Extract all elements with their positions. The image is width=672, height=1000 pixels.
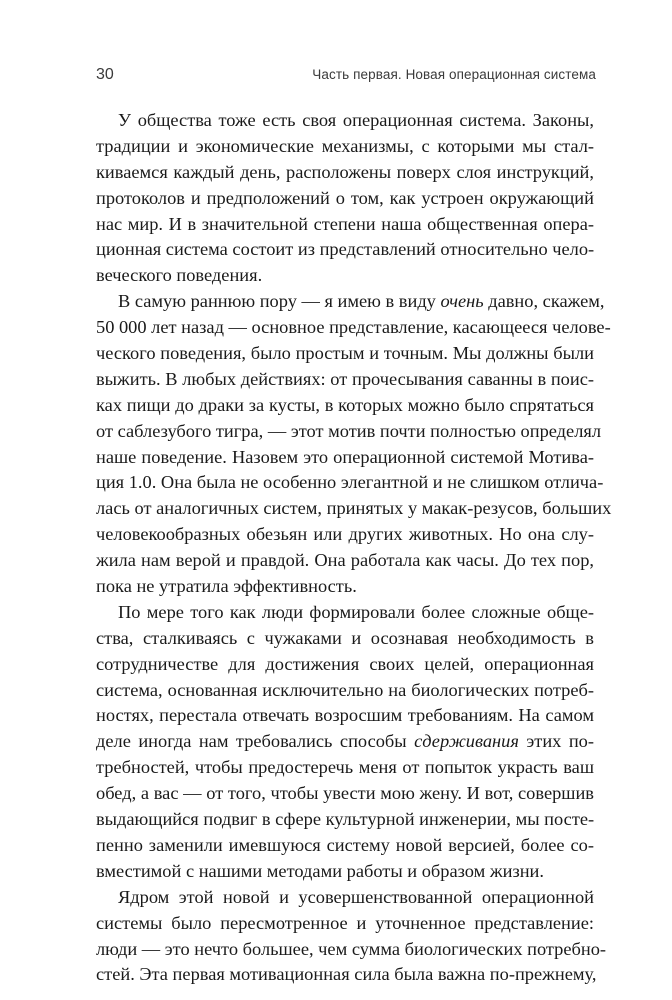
paragraph [96, 885, 607, 989]
line-text: наше поведение. Назовем это операционной системой Мотива- [96, 446, 594, 467]
text-line [96, 807, 594, 833]
line-text: В самую раннюю пору — я имею в виду [118, 291, 441, 312]
text-line [96, 419, 602, 445]
emphasis-text: очень [440, 291, 484, 312]
line-text: сотрудничестве для достижения своих целей, операционная [96, 653, 594, 674]
text-line [96, 237, 594, 263]
line-text: деле иногда нам требовались способы [96, 731, 415, 752]
line-text: стей. Эта первая мотивационная сила была важна по-прежнему, [96, 964, 597, 985]
text-line [96, 212, 594, 238]
line-text: Ядром этой новой и усовершенствованной операционной [118, 886, 594, 907]
text-line [96, 496, 612, 522]
text-line [96, 833, 594, 859]
running-head: Часть первая. Новая операционная система [312, 67, 596, 82]
text-line [96, 263, 594, 289]
line-text: люди — это нечто большее, чем сумма биологических потребно- [96, 938, 607, 959]
page-header [96, 66, 596, 86]
line-text: ках пищи до драки за кусты, в которых можно было спрятаться [96, 394, 594, 415]
text-line [96, 341, 594, 367]
text-line [96, 962, 597, 988]
text-line [96, 108, 594, 134]
line-text: лась от аналогичных систем, принятых у макак-резусов, больших [96, 498, 612, 519]
line-text: протоколов и предположений о том, как устроен окружающий [96, 187, 594, 208]
line-text: киваемся каждый день, расположены поверх слоя инструкций, [96, 161, 594, 182]
text-line [96, 626, 594, 652]
text-line [96, 522, 594, 548]
text-line [96, 781, 594, 807]
line-text: ностях, перестала отвечать возросшим требованиям. На самом [96, 705, 594, 726]
line-text: У общества тоже есть своя операционная система. Законы, [118, 110, 594, 130]
line-text: этих по- [518, 731, 594, 752]
text-line [96, 393, 594, 419]
line-text: ция 1.0. Она была не особенно элегантной и не слишком отлича- [96, 472, 604, 493]
text-line [96, 445, 594, 471]
line-text: жила нам верой и правдой. Она работала как часы. До тех пор, [96, 550, 594, 571]
line-text: выдающийся подвиг в сфере культурной инженерии, мы посте- [96, 809, 595, 830]
text-line [96, 289, 605, 315]
text-line [96, 652, 594, 678]
text-line [96, 160, 594, 186]
line-text: системы было пересмотренное и уточненное представление: [96, 912, 594, 933]
line-text: нас мир. И в значительной степени наша общественная опера- [96, 213, 594, 234]
line-text: человекообразных обезьян или других животных. Но она слу- [96, 524, 594, 545]
line-text: веческого поведения. [96, 265, 263, 286]
text-line [96, 600, 594, 626]
line-text: требностей, чтобы предостеречь меня от попыток украсть ваш [96, 757, 594, 778]
text-line [96, 548, 594, 574]
text-line [96, 911, 594, 937]
line-text: выжить. В любых действиях: от прочесывания саванны в поис- [96, 368, 594, 389]
emphasis-text: сдерживания [414, 731, 519, 752]
text-line [96, 470, 604, 496]
page-number: 30 [96, 66, 114, 83]
text-line [96, 755, 594, 781]
line-text: традиции и экономические механизмы, с которыми мы стал- [96, 135, 594, 156]
line-text: ционная система состоит из представлений относительно чело- [96, 239, 595, 260]
line-text: ства, сталкиваясь с чужаками и осознавая необходимость в [96, 627, 594, 648]
paragraph [96, 600, 594, 885]
line-text: от саблезубого тигра, — этот мотив почти полностью определял [96, 420, 602, 441]
text-line [96, 885, 594, 911]
paragraph [96, 108, 594, 289]
text-line [96, 134, 594, 160]
line-text: пока не утратила эффективность. [96, 576, 357, 597]
line-text: вместимой с нашими методами работы и образом жизни. [96, 860, 544, 881]
text-line [96, 678, 594, 704]
text-line [96, 937, 607, 963]
text-line [96, 703, 594, 729]
line-text: обед, а вас — от того, чтобы увести мою жену. И вот, совершив [96, 783, 594, 804]
line-text: давно, скажем, [483, 291, 605, 312]
text-line [96, 315, 611, 341]
text-line [96, 859, 594, 885]
text-line [96, 367, 594, 393]
text-line [96, 729, 594, 755]
line-text: пенно заменили имевшуюся систему новой версией, более со- [96, 834, 594, 855]
text-line [96, 574, 594, 600]
line-text: По мере того как люди формировали более сложные обще- [118, 601, 594, 622]
line-text: система, основанная исключительно на биологических потреб- [96, 679, 594, 700]
text-line [96, 186, 594, 212]
body-text [96, 108, 612, 988]
line-text: 50 000 лет назад — основное представление, касающееся челове- [96, 317, 611, 338]
line-text: ческого поведения, было простым и точным. Мы должны были [96, 343, 594, 364]
paragraph [96, 289, 612, 600]
